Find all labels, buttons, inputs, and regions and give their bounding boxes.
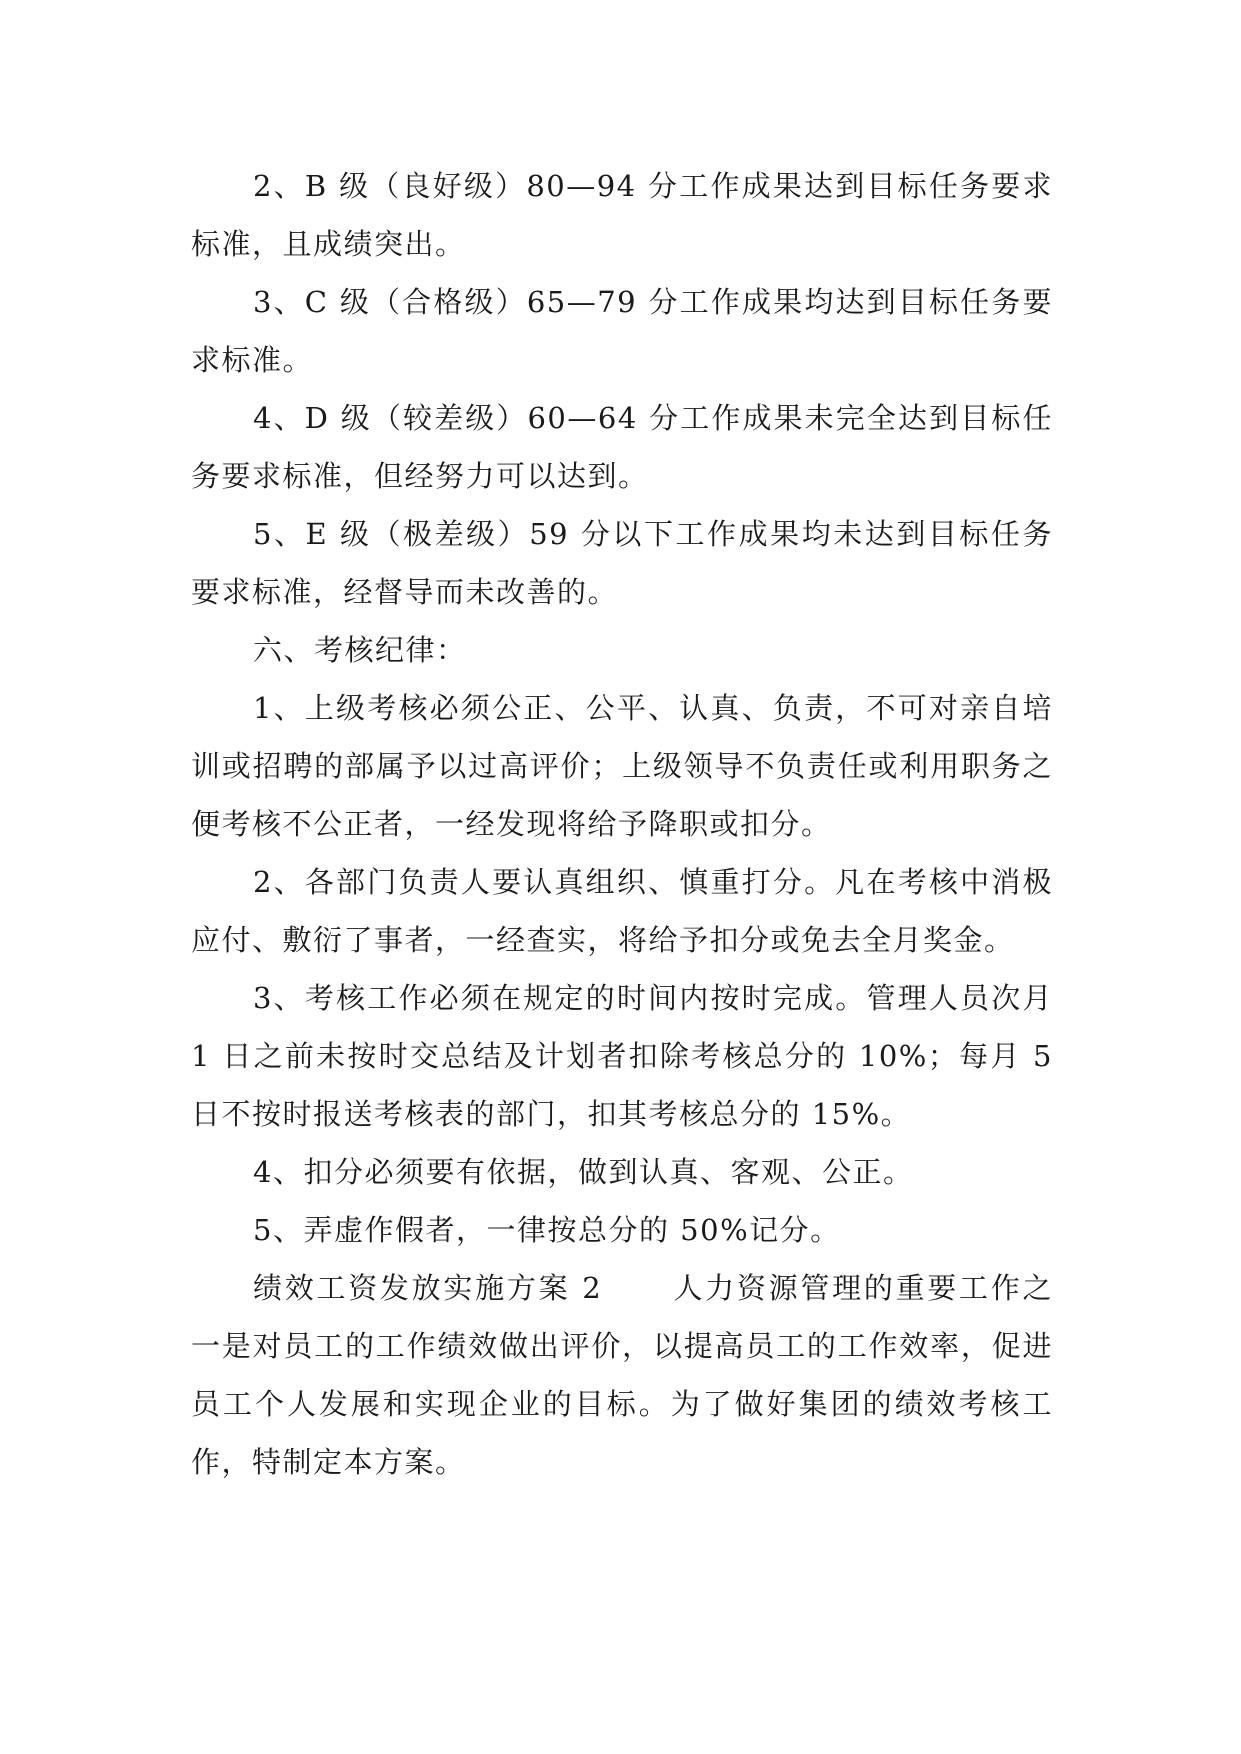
paragraph-discipline-4: 4、扣分必须要有依据，做到认真、客观、公正。 — [253, 1155, 914, 1189]
paragraph-discipline-5: 5、弄虚作假者，一律按总分的 50%记分。 — [253, 1213, 841, 1247]
paragraph-grade-b: 2、B 级（良好级）80—94 分工作成果达到目标任务要求标准，且成绩突出。 — [191, 169, 1053, 261]
paragraph-plan-2 — [191, 1259, 1053, 1491]
document-body — [191, 157, 1053, 1491]
paragraph-discipline-1: 1、上级考核必须公正、公平、认真、负责，不可对亲自培训或招聘的部属予以过高评价；上级领导不负责任或利用职务之便考核不公正者，一经发现将给予降职或扣分。 — [191, 691, 1053, 841]
paragraph-discipline-2: 2、各部门负责人要认真组织、慎重打分。凡在考核中消极应付、敷衍了事者，一经查实，将给予扣分或免去全月奖金。 — [191, 865, 1053, 957]
section-heading-discipline: 六、考核纪律： — [253, 633, 467, 667]
plan-2-body: 人力资源管理的重要工作之一是对员工的工作绩效做出评价，以提高员工的工作效率，促进员工个人发展和实现企业的目标。为了做好集团的绩效考核工作，特制定本方案。 — [191, 1271, 1053, 1479]
paragraph-grade-e: 5、E 级（极差级）59 分以下工作成果均未达到目标任务要求标准，经督导而未改善的。 — [191, 517, 1053, 609]
paragraph-discipline-3: 3、考核工作必须在规定的时间内按时完成。管理人员次月 1 日之前未按时交总结及计划者扣除考核总分的 10%；每月 5 日不按时报送考核表的部门，扣其考核总分的 15%。 — [191, 981, 1053, 1131]
plan-2-title: 绩效工资发放实施方案 2 — [253, 1271, 603, 1305]
paragraph-grade-c: 3、C 级（合格级）65—79 分工作成果均达到目标任务要求标准。 — [191, 285, 1053, 377]
paragraph-grade-d: 4、D 级（较差级）60—64 分工作成果未完全达到目标任务要求标准，但经努力可以达到。 — [191, 401, 1053, 493]
